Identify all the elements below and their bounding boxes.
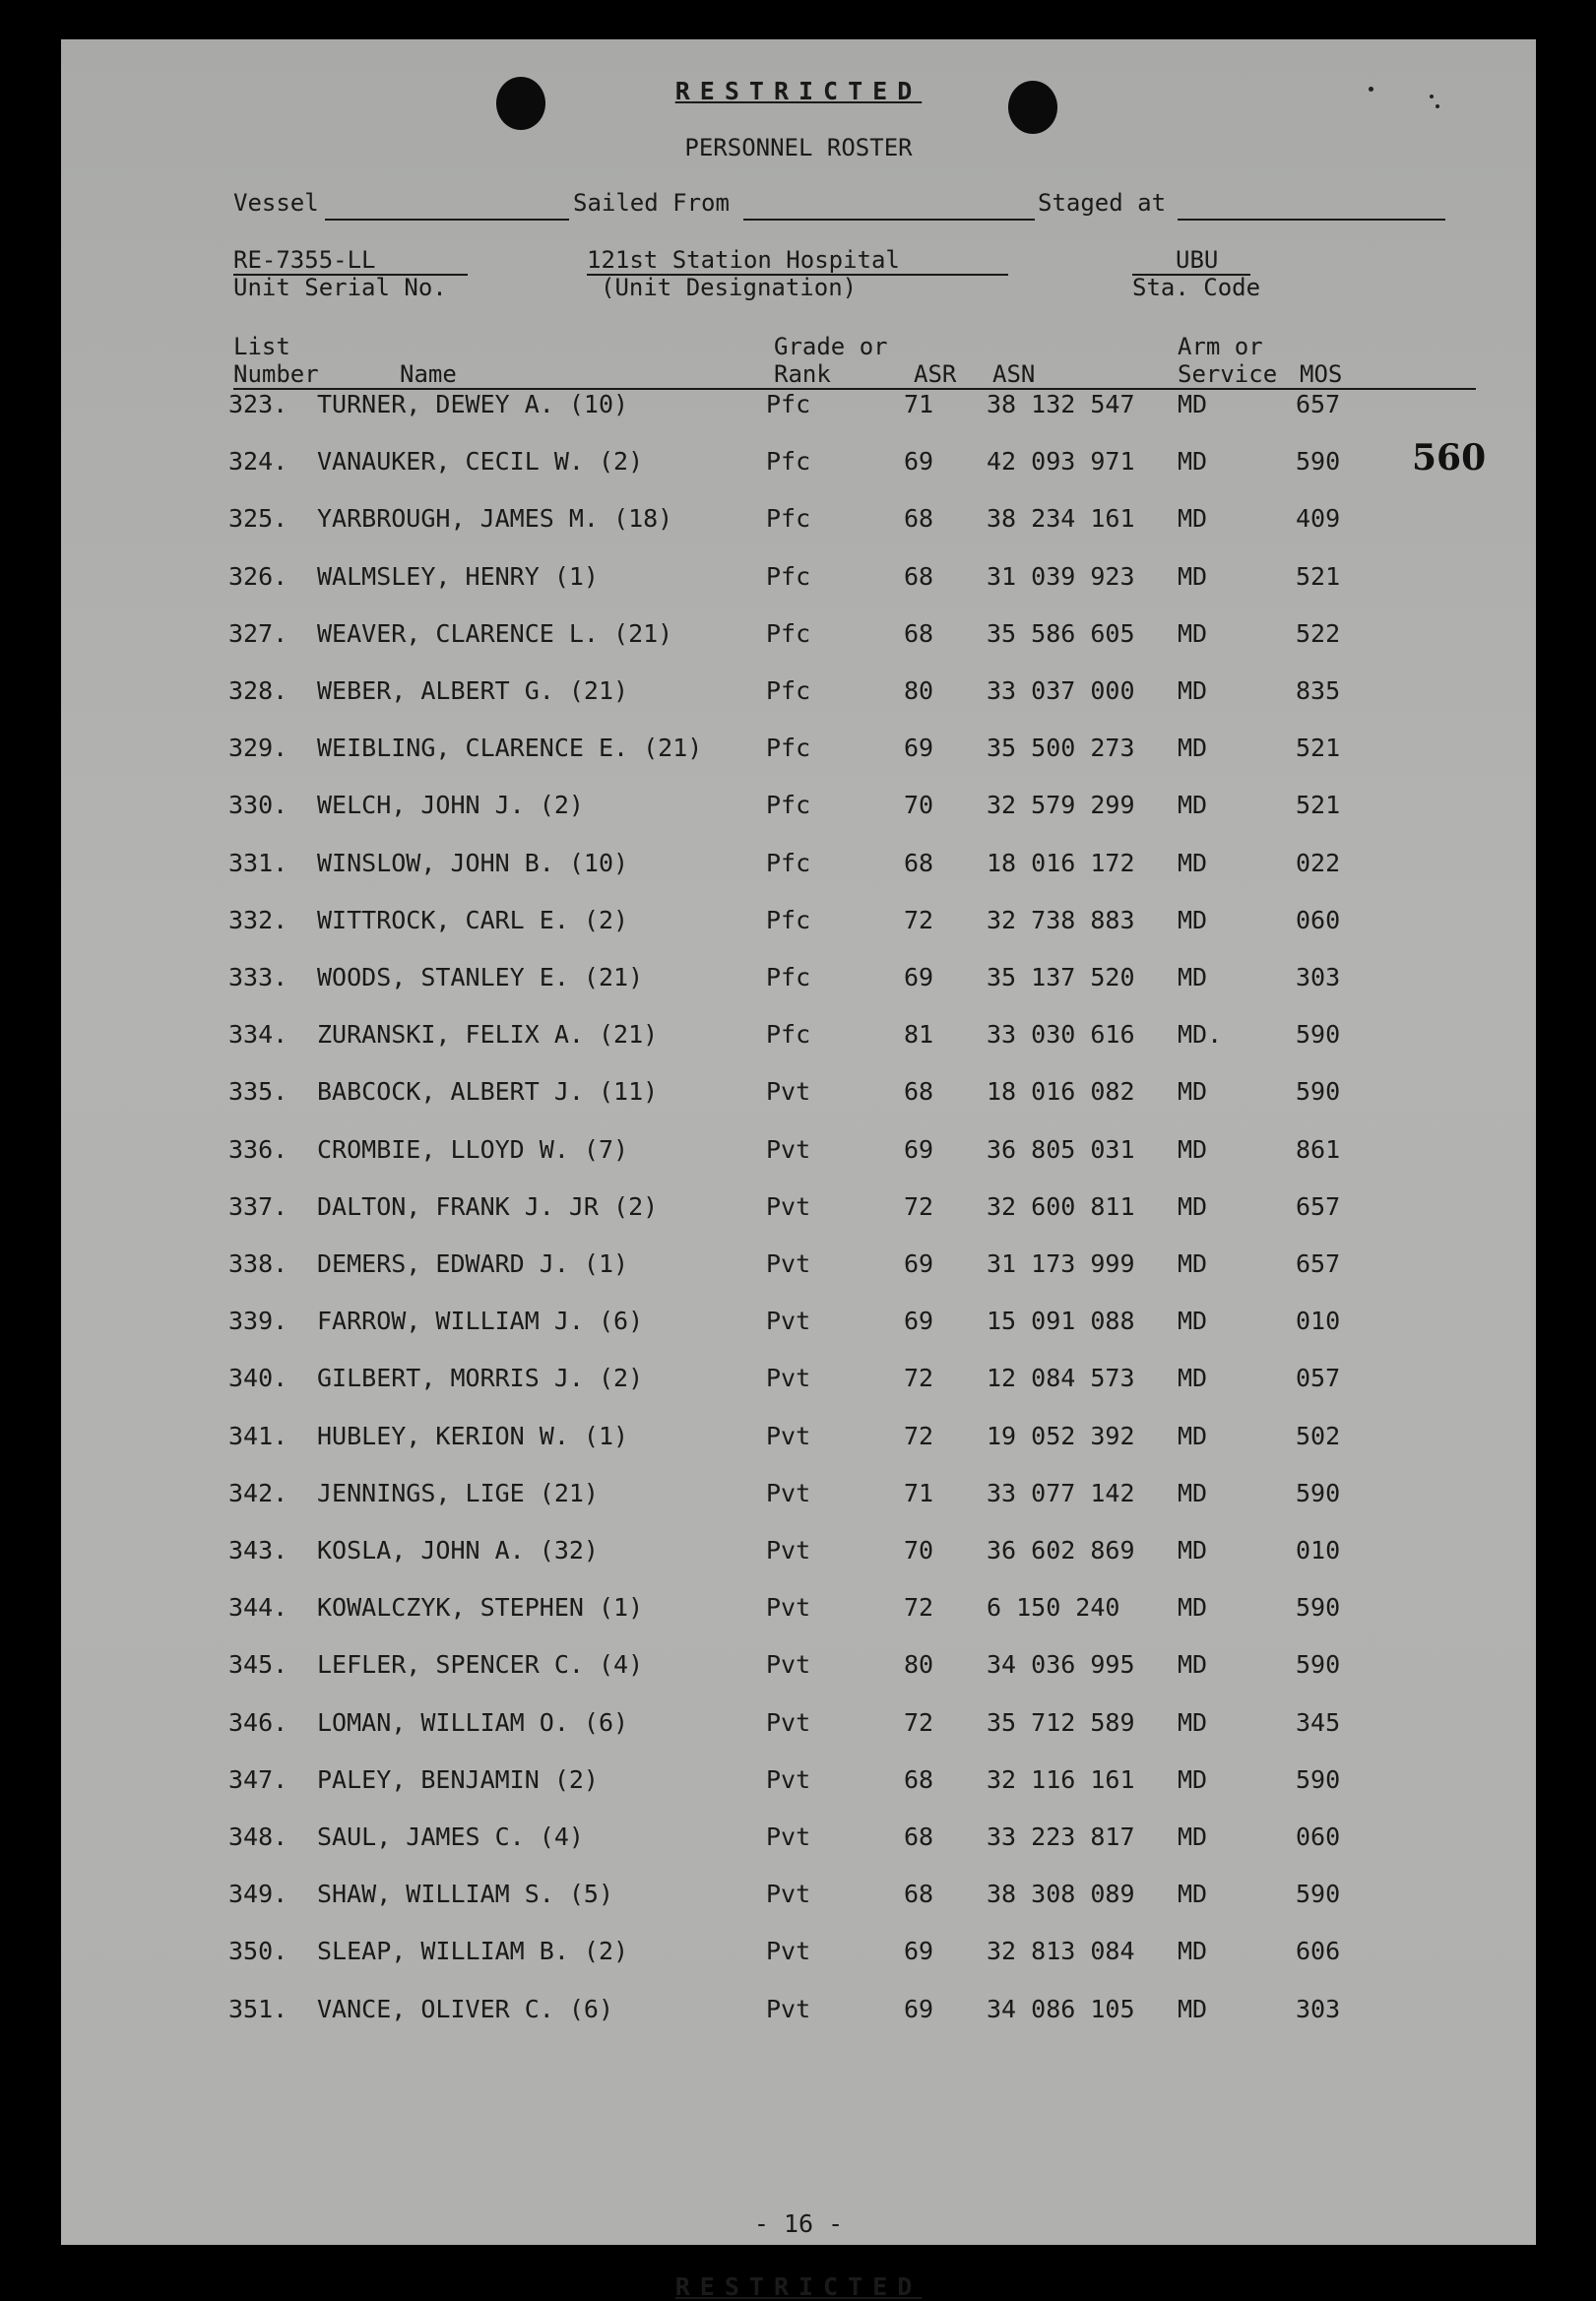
cell-asr: 70 xyxy=(904,1536,934,1565)
table-row xyxy=(61,1020,1536,1059)
cell-asr: 70 xyxy=(904,791,934,820)
margin-stamp-number: 560 xyxy=(1412,437,1487,479)
cell-arm: MD xyxy=(1178,1077,1208,1107)
cell-asn: 18 016 082 xyxy=(987,1077,1135,1107)
cell-asn: 33 037 000 xyxy=(987,676,1135,705)
table-row xyxy=(61,1937,1536,1976)
cell-arm: MD xyxy=(1178,504,1208,534)
cell-rank: Pfc xyxy=(766,848,811,877)
col-asr: ASR xyxy=(914,360,957,388)
vessel-blank xyxy=(325,219,569,221)
cell-num: 327. xyxy=(228,618,288,648)
cell-name: WEBER, ALBERT G. (21) xyxy=(317,676,629,705)
cell-arm: MD xyxy=(1178,1249,1208,1278)
cell-mos: 590 xyxy=(1296,1077,1341,1107)
cell-num: 341. xyxy=(228,1421,288,1450)
cell-asn: 32 116 161 xyxy=(987,1764,1135,1794)
table-row xyxy=(61,906,1536,945)
cell-num: 333. xyxy=(228,963,288,991)
cell-rank: Pfc xyxy=(766,676,811,705)
cell-mos: 345 xyxy=(1296,1707,1341,1737)
cell-asn: 32 813 084 xyxy=(987,1937,1135,1966)
cell-asn: 33 077 142 xyxy=(987,1478,1135,1507)
cell-rank: Pfc xyxy=(766,504,811,534)
col-name: Name xyxy=(400,360,457,388)
cell-asn: 38 234 161 xyxy=(987,504,1135,534)
cell-mos: 657 xyxy=(1296,1249,1341,1278)
cell-name: SLEAP, WILLIAM B. (2) xyxy=(317,1937,629,1966)
cell-mos: 590 xyxy=(1296,1764,1341,1794)
cell-asr: 68 xyxy=(904,1880,934,1909)
cell-name: DALTON, FRANK J. JR (2) xyxy=(317,1191,659,1221)
cell-mos: 010 xyxy=(1296,1536,1341,1565)
cell-asn: 34 036 995 xyxy=(987,1650,1135,1680)
cell-name: YARBROUGH, JAMES M. (18) xyxy=(317,504,673,534)
cell-asr: 69 xyxy=(904,1994,934,2023)
cell-num: 338. xyxy=(228,1249,288,1278)
cell-mos: 303 xyxy=(1296,963,1341,991)
cell-asr: 68 xyxy=(904,848,934,877)
table-row xyxy=(61,504,1536,543)
cell-asr: 72 xyxy=(904,1364,934,1393)
cell-mos: 057 xyxy=(1296,1364,1341,1393)
cell-arm: MD xyxy=(1178,1650,1208,1680)
table-row xyxy=(61,1249,1536,1289)
cell-name: ZURANSKI, FELIX A. (21) xyxy=(317,1020,659,1050)
cell-asr: 69 xyxy=(904,1134,934,1164)
cell-rank: Pfc xyxy=(766,561,811,591)
cell-asr: 69 xyxy=(904,734,934,763)
cell-asr: 72 xyxy=(904,1593,934,1623)
cell-name: FARROW, WILLIAM J. (6) xyxy=(317,1307,644,1336)
cell-num: 349. xyxy=(228,1880,288,1909)
cell-arm: MD xyxy=(1178,734,1208,763)
cell-arm: MD xyxy=(1178,1593,1208,1623)
cell-asr: 72 xyxy=(904,905,934,934)
cell-asn: 36 602 869 xyxy=(987,1536,1135,1565)
cell-num: 334. xyxy=(228,1020,288,1050)
cell-rank: Pvt xyxy=(766,1593,811,1623)
cell-num: 344. xyxy=(228,1593,288,1623)
cell-asn: 35 586 605 xyxy=(987,618,1135,648)
cell-arm: MD xyxy=(1178,1364,1208,1393)
cell-num: 323. xyxy=(228,390,288,418)
cell-asn: 38 132 547 xyxy=(987,390,1135,418)
cell-asn: 15 091 088 xyxy=(987,1307,1135,1336)
col-arm-line2: Service xyxy=(1178,360,1278,388)
cell-num: 350. xyxy=(228,1937,288,1966)
cell-asr: 68 xyxy=(904,561,934,591)
cell-asn: 35 712 589 xyxy=(987,1707,1135,1737)
cell-asr: 71 xyxy=(904,1478,934,1507)
cell-asn: 32 600 811 xyxy=(987,1191,1135,1221)
sta-code-label: Sta. Code xyxy=(1132,274,1261,301)
cell-arm: MD xyxy=(1178,905,1208,934)
cell-name: LOMAN, WILLIAM O. (6) xyxy=(317,1707,629,1737)
cell-arm: MD xyxy=(1178,963,1208,991)
cell-asn: 36 805 031 xyxy=(987,1134,1135,1164)
unit-serial-label: Unit Serial No. xyxy=(233,274,447,301)
table-row xyxy=(61,1364,1536,1403)
cell-rank: Pfc xyxy=(766,963,811,991)
cell-num: 348. xyxy=(228,1822,288,1851)
cell-name: BABCOCK, ALBERT J. (11) xyxy=(317,1077,659,1107)
cell-mos: 590 xyxy=(1296,447,1341,477)
cell-asn: 32 579 299 xyxy=(987,791,1135,820)
cell-rank: Pvt xyxy=(766,1478,811,1507)
cell-mos: 657 xyxy=(1296,390,1341,418)
cell-mos: 022 xyxy=(1296,848,1341,877)
cell-arm: MD xyxy=(1178,1134,1208,1164)
cell-rank: Pfc xyxy=(766,618,811,648)
cell-rank: Pfc xyxy=(766,390,811,418)
cell-mos: 590 xyxy=(1296,1880,1341,1909)
sta-code-value: UBU xyxy=(1176,246,1219,274)
cell-num: 324. xyxy=(228,447,288,477)
cell-asr: 80 xyxy=(904,1650,934,1680)
cell-rank: Pvt xyxy=(766,1307,811,1336)
cell-mos: 590 xyxy=(1296,1650,1341,1680)
unit-designation-value: 121st Station Hospital xyxy=(587,246,900,274)
cell-rank: Pfc xyxy=(766,905,811,934)
cell-asr: 68 xyxy=(904,1822,934,1851)
cell-rank: Pvt xyxy=(766,1536,811,1565)
col-mos: MOS xyxy=(1300,360,1343,388)
cell-rank: Pvt xyxy=(766,1764,811,1794)
table-row xyxy=(61,1077,1536,1117)
cell-mos: 861 xyxy=(1296,1134,1341,1164)
cell-asn: 35 500 273 xyxy=(987,734,1135,763)
cell-num: 332. xyxy=(228,905,288,934)
cell-rank: Pfc xyxy=(766,791,811,820)
table-row xyxy=(61,734,1536,773)
cell-name: KOSLA, JOHN A. (32) xyxy=(317,1536,599,1565)
cell-rank: Pvt xyxy=(766,1077,811,1107)
cell-mos: 521 xyxy=(1296,561,1341,591)
cell-rank: Pvt xyxy=(766,1249,811,1278)
cell-asn: 31 173 999 xyxy=(987,1249,1135,1278)
cell-num: 345. xyxy=(228,1650,288,1680)
cell-arm: MD xyxy=(1178,618,1208,648)
cell-mos: 590 xyxy=(1296,1593,1341,1623)
cell-rank: Pvt xyxy=(766,1707,811,1737)
cell-name: SHAW, WILLIAM S. (5) xyxy=(317,1880,614,1909)
cell-num: 346. xyxy=(228,1707,288,1737)
cell-asn: 18 016 172 xyxy=(987,848,1135,877)
table-row xyxy=(61,562,1536,602)
cell-arm: MD xyxy=(1178,1536,1208,1565)
cell-asr: 68 xyxy=(904,504,934,534)
cell-name: TURNER, DEWEY A. (10) xyxy=(317,390,629,418)
cell-arm: MD xyxy=(1178,1421,1208,1450)
cell-asr: 69 xyxy=(904,1249,934,1278)
cell-mos: 590 xyxy=(1296,1478,1341,1507)
cell-name: CROMBIE, LLOYD W. (7) xyxy=(317,1134,629,1164)
cell-mos: 521 xyxy=(1296,791,1341,820)
table-row xyxy=(61,1479,1536,1518)
cell-name: VANCE, OLIVER C. (6) xyxy=(317,1994,614,2023)
cell-asr: 69 xyxy=(904,447,934,477)
cell-asn: 38 308 089 xyxy=(987,1880,1135,1909)
unit-serial-value: RE-7355-LL xyxy=(233,246,376,274)
document-page xyxy=(61,39,1536,2301)
cell-rank: Pvt xyxy=(766,1650,811,1680)
table-row xyxy=(61,447,1536,486)
cell-arm: MD xyxy=(1178,1822,1208,1851)
cell-asn: 33 223 817 xyxy=(987,1822,1135,1851)
cell-name: LEFLER, SPENCER C. (4) xyxy=(317,1650,644,1680)
cell-name: WINSLOW, JOHN B. (10) xyxy=(317,848,629,877)
cell-arm: MD xyxy=(1178,1880,1208,1909)
cell-name: WELCH, JOHN J. (2) xyxy=(317,791,584,820)
cell-arm: MD xyxy=(1178,390,1208,418)
cell-arm: MD xyxy=(1178,1707,1208,1737)
cell-num: 347. xyxy=(228,1764,288,1794)
cell-asn: 19 052 392 xyxy=(987,1421,1135,1450)
staged-at-blank xyxy=(1178,219,1445,221)
cell-arm: MD xyxy=(1178,1191,1208,1221)
cell-asr: 72 xyxy=(904,1707,934,1737)
cell-name: WEAVER, CLARENCE L. (21) xyxy=(317,618,673,648)
cell-name: HUBLEY, KERION W. (1) xyxy=(317,1421,629,1450)
cell-arm: MD xyxy=(1178,447,1208,477)
cell-mos: 502 xyxy=(1296,1421,1341,1450)
page-number: - 16 - xyxy=(753,2209,844,2238)
cell-asr: 80 xyxy=(904,676,934,705)
table-row xyxy=(61,1422,1536,1461)
cell-name: WITTROCK, CARL E. (2) xyxy=(317,905,629,934)
cell-rank: Pfc xyxy=(766,447,811,477)
col-list-line1: List xyxy=(233,333,290,360)
cell-num: 337. xyxy=(228,1191,288,1221)
cell-num: 328. xyxy=(228,676,288,705)
cell-arm: MD xyxy=(1178,561,1208,591)
table-row xyxy=(61,1135,1536,1175)
cell-mos: 522 xyxy=(1296,618,1341,648)
cell-arm: MD xyxy=(1178,1937,1208,1966)
staged-at-label: Staged at xyxy=(1038,189,1167,217)
cell-arm: MD xyxy=(1178,1307,1208,1336)
cell-asr: 81 xyxy=(904,1020,934,1050)
cell-rank: Pvt xyxy=(766,1880,811,1909)
cell-rank: Pfc xyxy=(766,734,811,763)
table-row xyxy=(61,1880,1536,1919)
col-grade-line2: Rank xyxy=(774,360,831,388)
cell-asr: 69 xyxy=(904,1937,934,1966)
cell-rank: Pvt xyxy=(766,1191,811,1221)
cell-num: 351. xyxy=(228,1994,288,2023)
cell-asn: 6 150 240 xyxy=(987,1593,1120,1623)
table-row xyxy=(61,1822,1536,1862)
table-row xyxy=(61,1708,1536,1748)
roster-title: PERSONNEL ROSTER xyxy=(684,134,913,161)
cell-mos: 010 xyxy=(1296,1307,1341,1336)
cell-name: PALEY, BENJAMIN (2) xyxy=(317,1764,599,1794)
cell-num: 342. xyxy=(228,1478,288,1507)
cell-mos: 060 xyxy=(1296,1822,1341,1851)
cell-mos: 303 xyxy=(1296,1994,1341,2023)
cell-asr: 71 xyxy=(904,390,934,418)
cell-rank: Pvt xyxy=(766,1937,811,1966)
table-row xyxy=(61,619,1536,659)
table-row xyxy=(61,1593,1536,1632)
cell-name: VANAUKER, CECIL W. (2) xyxy=(317,447,644,477)
classification-header: RESTRICTED xyxy=(674,77,923,105)
col-list-line2: Number xyxy=(233,360,319,388)
table-row xyxy=(61,1650,1536,1690)
col-asn: ASN xyxy=(992,360,1036,388)
cell-rank: Pvt xyxy=(766,1822,811,1851)
cell-asr: 72 xyxy=(904,1191,934,1221)
cell-name: WOODS, STANLEY E. (21) xyxy=(317,963,644,991)
cell-arm: MD xyxy=(1178,676,1208,705)
sailed-from-blank xyxy=(743,219,1035,221)
table-row xyxy=(61,1995,1536,2034)
cell-num: 325. xyxy=(228,504,288,534)
cell-asn: 34 086 105 xyxy=(987,1994,1135,2023)
cell-name: JENNINGS, LIGE (21) xyxy=(317,1478,599,1507)
cell-mos: 409 xyxy=(1296,504,1341,534)
cell-rank: Pvt xyxy=(766,1364,811,1393)
table-row xyxy=(61,1536,1536,1575)
cell-asr: 69 xyxy=(904,1307,934,1336)
cell-asn: 32 738 883 xyxy=(987,905,1135,934)
cell-num: 343. xyxy=(228,1536,288,1565)
cell-mos: 521 xyxy=(1296,734,1341,763)
cell-num: 335. xyxy=(228,1077,288,1107)
cell-arm: MD xyxy=(1178,1764,1208,1794)
cell-asn: 35 137 520 xyxy=(987,963,1135,991)
cell-asn: 33 030 616 xyxy=(987,1020,1135,1050)
cell-name: GILBERT, MORRIS J. (2) xyxy=(317,1364,644,1393)
sailed-from-label: Sailed From xyxy=(573,189,730,217)
cell-asr: 68 xyxy=(904,1077,934,1107)
table-row xyxy=(61,390,1536,429)
cell-name: WEIBLING, CLARENCE E. (21) xyxy=(317,734,703,763)
cell-mos: 835 xyxy=(1296,676,1341,705)
cell-asn: 42 093 971 xyxy=(987,447,1135,477)
cell-name: DEMERS, EDWARD J. (1) xyxy=(317,1249,629,1278)
col-grade-line1: Grade or xyxy=(774,333,888,360)
cell-arm: MD xyxy=(1178,848,1208,877)
cell-name: KOWALCZYK, STEPHEN (1) xyxy=(317,1593,644,1623)
cell-mos: 657 xyxy=(1296,1191,1341,1221)
cell-asn: 31 039 923 xyxy=(987,561,1135,591)
cell-asr: 68 xyxy=(904,1764,934,1794)
table-row xyxy=(61,1192,1536,1232)
cell-num: 340. xyxy=(228,1364,288,1393)
col-arm-line1: Arm or xyxy=(1178,333,1263,360)
cell-asr: 69 xyxy=(904,963,934,991)
table-row xyxy=(61,849,1536,888)
cell-num: 330. xyxy=(228,791,288,820)
cell-num: 336. xyxy=(228,1134,288,1164)
table-row xyxy=(61,1307,1536,1346)
vessel-label: Vessel xyxy=(233,189,319,217)
cell-mos: 060 xyxy=(1296,905,1341,934)
cell-arm: MD xyxy=(1178,1994,1208,2023)
cell-asn: 12 084 573 xyxy=(987,1364,1135,1393)
table-row xyxy=(61,1765,1536,1805)
cell-rank: Pvt xyxy=(766,1994,811,2023)
cell-rank: Pfc xyxy=(766,1020,811,1050)
cell-num: 329. xyxy=(228,734,288,763)
cell-num: 326. xyxy=(228,561,288,591)
cell-rank: Pvt xyxy=(766,1421,811,1450)
classification-footer: RESTRICTED xyxy=(674,2272,923,2301)
cell-arm: MD xyxy=(1178,791,1208,820)
cell-mos: 590 xyxy=(1296,1020,1341,1050)
cell-asr: 68 xyxy=(904,618,934,648)
cell-asr: 72 xyxy=(904,1421,934,1450)
cell-num: 331. xyxy=(228,848,288,877)
table-row xyxy=(61,791,1536,830)
unit-designation-label: (Unit Designation) xyxy=(601,274,858,301)
table-row xyxy=(61,963,1536,1002)
cell-name: SAUL, JAMES C. (4) xyxy=(317,1822,584,1851)
cell-arm: MD xyxy=(1178,1478,1208,1507)
table-row xyxy=(61,676,1536,716)
cell-rank: Pvt xyxy=(766,1134,811,1164)
cell-num: 339. xyxy=(228,1307,288,1336)
cell-arm: MD. xyxy=(1178,1020,1223,1050)
cell-name: WALMSLEY, HENRY (1) xyxy=(317,561,599,591)
cell-mos: 606 xyxy=(1296,1937,1341,1966)
